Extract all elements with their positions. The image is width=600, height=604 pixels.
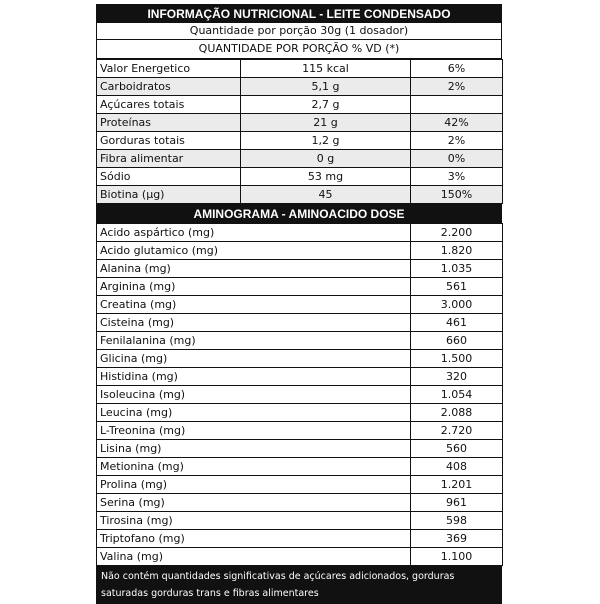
amino-row xyxy=(97,422,503,440)
amino-value: 320 xyxy=(411,368,503,386)
nutrient-row xyxy=(97,114,503,132)
footnote: Não contém quantidades significativas de açúcares adicionados, gorduras saturadas gorduras trans e fibras alimentares xyxy=(96,566,502,604)
nutrient-name: Proteínas xyxy=(97,114,241,132)
amino-row xyxy=(97,278,503,296)
amino-row xyxy=(97,332,503,350)
amino-name: L-Treonina (mg) xyxy=(97,422,411,440)
nutrient-vd: 6% xyxy=(411,60,503,78)
amino-name: Alanina (mg) xyxy=(97,260,411,278)
amino-row xyxy=(97,494,503,512)
nutrient-row xyxy=(97,150,503,168)
nutrient-row xyxy=(97,132,503,150)
amino-row xyxy=(97,224,503,242)
amino-value: 3.000 xyxy=(411,296,503,314)
nutrient-value: 45 xyxy=(241,186,411,204)
aminogram-header: AMINOGRAMA - AMINOACIDO DOSE xyxy=(96,204,502,223)
amino-value: 2.720 xyxy=(411,422,503,440)
amino-name: Serina (mg) xyxy=(97,494,411,512)
nutrient-row xyxy=(97,96,503,114)
amino-name: Arginina (mg) xyxy=(97,278,411,296)
nutrient-name: Fibra alimentar xyxy=(97,150,241,168)
nutrient-value: 5,1 g xyxy=(241,78,411,96)
amino-row xyxy=(97,404,503,422)
nutrient-name: Gorduras totais xyxy=(97,132,241,150)
nutrient-name: Valor Energetico xyxy=(97,60,241,78)
amino-row xyxy=(97,476,503,494)
amino-name: Lisina (mg) xyxy=(97,440,411,458)
amino-value: 1.201 xyxy=(411,476,503,494)
amino-value: 2.200 xyxy=(411,224,503,242)
amino-name: Fenilalanina (mg) xyxy=(97,332,411,350)
amino-value: 961 xyxy=(411,494,503,512)
amino-value: 561 xyxy=(411,278,503,296)
amino-name: Tirosina (mg) xyxy=(97,512,411,530)
amino-name: Cisteina (mg) xyxy=(97,314,411,332)
nutrient-value: 0 g xyxy=(241,150,411,168)
amino-name: Leucina (mg) xyxy=(97,404,411,422)
nutrient-vd: 42% xyxy=(411,114,503,132)
nutrient-name: Açúcares totais xyxy=(97,96,241,114)
nutrient-vd: 2% xyxy=(411,78,503,96)
amino-value: 660 xyxy=(411,332,503,350)
amino-row xyxy=(97,458,503,476)
nutrient-row xyxy=(97,168,503,186)
amino-value: 408 xyxy=(411,458,503,476)
nutrient-row xyxy=(97,60,503,78)
amino-row xyxy=(97,548,503,566)
columns-header: QUANTIDADE POR PORÇÃO % VD (*) xyxy=(96,40,502,59)
nutrient-vd: 3% xyxy=(411,168,503,186)
nutrient-row xyxy=(97,186,503,204)
nutrient-value: 21 g xyxy=(241,114,411,132)
amino-value: 1.500 xyxy=(411,350,503,368)
nutrient-vd: 2% xyxy=(411,132,503,150)
amino-name: Histidina (mg) xyxy=(97,368,411,386)
serving-size: Quantidade por porção 30g (1 dosador) xyxy=(96,23,502,40)
nutrient-row xyxy=(97,78,503,96)
amino-name: Isoleucina (mg) xyxy=(97,386,411,404)
amino-name: Prolina (mg) xyxy=(97,476,411,494)
amino-name: Creatina (mg) xyxy=(97,296,411,314)
nutrition-title: INFORMAÇÃO NUTRICIONAL - LEITE CONDENSADO xyxy=(96,4,502,23)
nutrient-value: 115 kcal xyxy=(241,60,411,78)
amino-name: Acido glutamico (mg) xyxy=(97,242,411,260)
amino-row xyxy=(97,512,503,530)
nutrient-value: 53 mg xyxy=(241,168,411,186)
amino-row xyxy=(97,242,503,260)
amino-name: Valina (mg) xyxy=(97,548,411,566)
nutrient-vd: 150% xyxy=(411,186,503,204)
nutrition-facts-panel xyxy=(96,4,502,599)
amino-value: 461 xyxy=(411,314,503,332)
amino-row xyxy=(97,530,503,548)
amino-value: 1.820 xyxy=(411,242,503,260)
nutrient-vd xyxy=(411,96,503,114)
amino-name: Triptofano (mg) xyxy=(97,530,411,548)
amino-name: Metionina (mg) xyxy=(97,458,411,476)
amino-row xyxy=(97,350,503,368)
amino-value: 598 xyxy=(411,512,503,530)
nutrient-table xyxy=(96,59,503,204)
amino-value: 1.035 xyxy=(411,260,503,278)
amino-row xyxy=(97,296,503,314)
nutrient-vd: 0% xyxy=(411,150,503,168)
aminogram-table xyxy=(96,223,503,566)
nutrient-value: 1,2 g xyxy=(241,132,411,150)
nutrient-name: Carboidratos xyxy=(97,78,241,96)
nutrient-name: Sódio xyxy=(97,168,241,186)
nutrient-value: 2,7 g xyxy=(241,96,411,114)
amino-row xyxy=(97,314,503,332)
amino-value: 1.100 xyxy=(411,548,503,566)
amino-row xyxy=(97,386,503,404)
amino-value: 1.054 xyxy=(411,386,503,404)
amino-row xyxy=(97,368,503,386)
amino-value: 2.088 xyxy=(411,404,503,422)
nutrient-name: Biotina (µg) xyxy=(97,186,241,204)
amino-row xyxy=(97,260,503,278)
amino-value: 369 xyxy=(411,530,503,548)
amino-row xyxy=(97,440,503,458)
amino-value: 560 xyxy=(411,440,503,458)
amino-name: Acido aspártico (mg) xyxy=(97,224,411,242)
amino-name: Glicina (mg) xyxy=(97,350,411,368)
